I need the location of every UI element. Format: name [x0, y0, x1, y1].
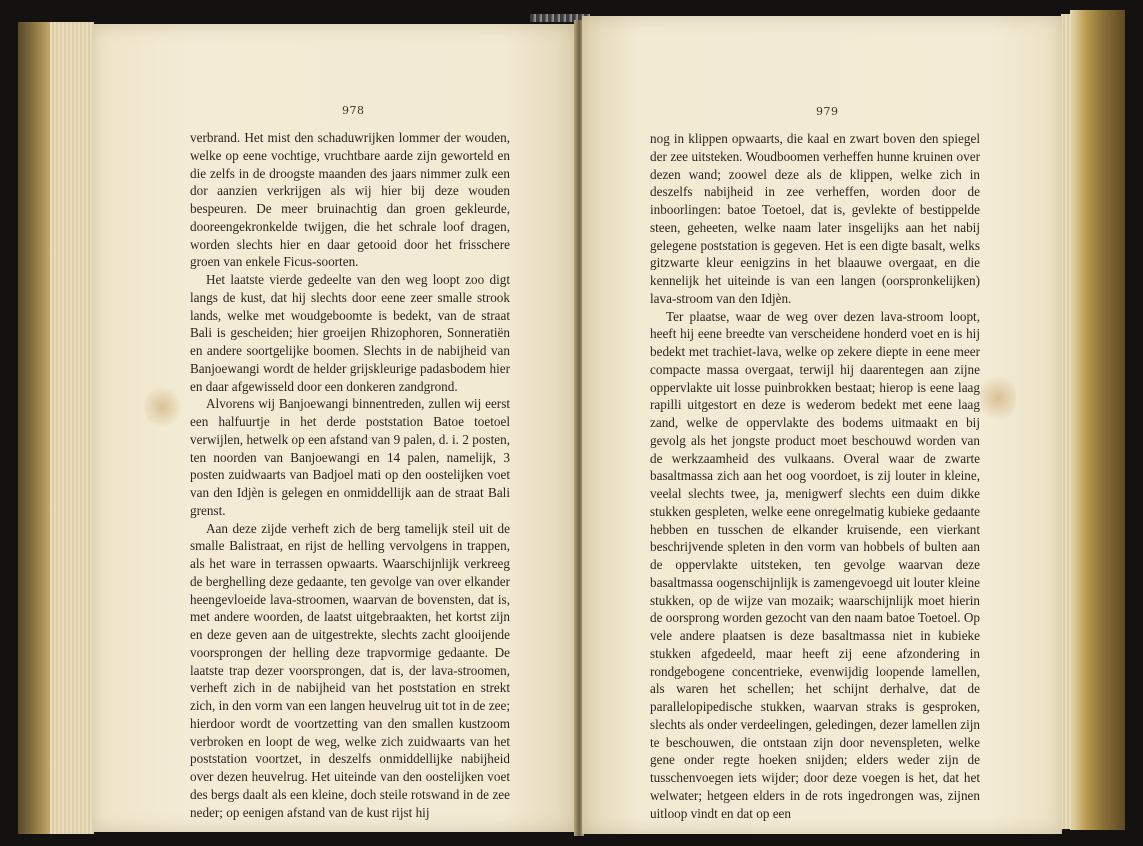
book-cover-right-edge [1070, 10, 1125, 830]
page-number-left: 978 [342, 104, 365, 117]
paragraph: Alvorens wij Banjoewangi binnentreden, zullen wij eerst een halfuurtje in het derde poststation Batoe toetoel verwijlen, hetwelk op een afstand van 9 palen, d. i. 2 posten, ten noorden van Banjoewangi en 14 palen, namelijk, 3 posten zuidwaarts van Badjoel mati op den oostelijken voet van den Idjèn is gelegen en onmiddellijk aan de straat Bali grenst. [190, 396, 510, 518]
page-number-right: 979 [816, 105, 839, 118]
left-page [92, 24, 576, 832]
right-page [582, 16, 1062, 834]
paragraph: nog in klippen opwaarts, die kaal en zwart boven den spiegel der zee uitsteken. Woudboomen verheffen hunne kruinen over dezen wand; zoowel deze als de klippen, welke zich in deszelfs nabijheid in zee verheffen, worden door de inboorlingen: batoe Toetoel, dat is, gevlekte of bestippelde steen, geheeten, welke naam later insgelijks aan het nabij gelegene poststation is gegeven. Het is een digte basalt, welks gitzwarte kleur eenigzins in het blaauwe overgaat, en die kennelijk het uiteinde is van een langen (oorspronkelijken) lava-stroom van den Idjèn. [650, 131, 980, 306]
paper-stain [144, 384, 180, 430]
page-stack-left [50, 22, 94, 834]
paragraph: Ter plaatse, waar de weg over dezen lava-stroom loopt, heeft hij eene breedte van verscheidene honderd voet en is hij bedekt met trachiet-lava, welke op zekere diepte in eene meer compacte massa overgaat, terwijl hij daarentegen aan zijne oppervlakte uit losse puinbrokken bestaat; hierop is eene laag rapilli uitgestort en deze is wederom bedekt met eene laag zand, welke de oppervlakte des bodems uitmaakt en bij gevolg als het jongste product moet beschouwd worden van de werkzaamheid des vulkaans. Overal waar de zwarte basaltmassa zich aan het oog voordoet, is zij louter in kleine, veelal slechts twee, ja, menigwerf slechts een duim dikke stukken gespleten, welke eene onregelmatig kubieke gedaante hebben en tusschen de elkander kruisende, een vierkant beschrijvende spleten in den vorm van hobbels of bulten aan de oppervlakte uitsteken, ten gevolge waarvan deze basaltmassa oogenschijnlijk is zamengevoegd uit louter kleine stukken, op de wijze van mozaik; waarschijnlijk moet hierin de oorsprong worden gezocht van den naam batoe Toetoel. Op vele andere plaatsen is deze basaltmassa niet in kubieke stukken afgedeeld, maar heeft zij eene afzondering in rondgebogene concentrieke, evenwijdig loopende lamellen, als waren het schellen; het schijnt derhalve, dat de parallelopipedische stukken, waarvan straks is gesproken, slechts als onder verdeelingen, geledingen, dezer lamellen zijn te beschouwen, die ontstaan zijn door nevenspleten, welke gene onder regte hoeken snijden; elders weder zijn de tusschenvoegen iets wijder; door deze voegen is het, dat het welwater; hetgeen elders in de rots ingedrongen was, zijnen uitloop vindt en dat op een [650, 308, 980, 821]
page-stack-right [1061, 14, 1073, 829]
paragraph: verbrand. Het mist den schaduwrijken lommer der wouden, welke op eene vochtige, vruchtbare aarde zijn geworteld en die zelfs in de droogste maanden des jaars nimmer zulk een dor aanzien verkrijgen als wij hier bij deze wouden bespeuren. De meer bruinachtig dan groen gekleurde, dooreengekronkelde twijgen, die het schrale loof dragen, worden slechts hier en daar getooid door het frisschere groen van enkele Ficus-soorten. [190, 130, 510, 270]
paragraph: Het laatste vierde gedeelte van den weg loopt zoo digt langs de kust, dat hij slechts door eene zeer smalle strook lands, welke met woudgeboomte is bedekt, van de straat Bali is gescheiden; hier groeijen Rhizophoren, Sonneratiën en andere soortgelijke boomen. Slechts in de nabijheid van Banjoewangi wordt de helder grijskleurige padasbodem hier en daar afgewisseld door een donkeren zandgrond. [190, 272, 510, 394]
paper-stain [980, 371, 1016, 425]
paragraph: Aan deze zijde verheft zich de berg tamelijk steil uit de smalle Balistraat, en rijst de helling vervolgens in trappen, als het ware in terrassen opwaarts. Waarschijnlijk verkreeg de berghelling deze gedaante, ten gevolge van over elkander heengevloeide lava-stroomen, waarvan de bovensten, dat is, met andere woorden, de laatst uitgebraakten, het kortst zijn en deze geven aan de uitgestrekte, slechts zacht glooijende voorsprongen der helling deze trapvormige gedaante. De laatste trap dezer voorsprongen, dat is, der lava-stroomen, verheft zich in de nabijheid van het poststation en strekt zich, in den vorm van een langen heuvelrug uit tot in de zee; hierdoor wordt de voortzetting van den smallen kustzoom verbroken en loopt de weg, welke zich zuidwaarts van het poststation voortzet, in deszelfs onmiddellijke nabijheid over dezen heuvelrug. Het uiteinde van den oostelijken voet des bergs daalt als een kleine, doch steile rotswand in de zee neder; op eenigen afstand van de kust rijst hij [190, 520, 510, 820]
right-page-text [650, 130, 980, 822]
left-page-text [190, 129, 510, 821]
